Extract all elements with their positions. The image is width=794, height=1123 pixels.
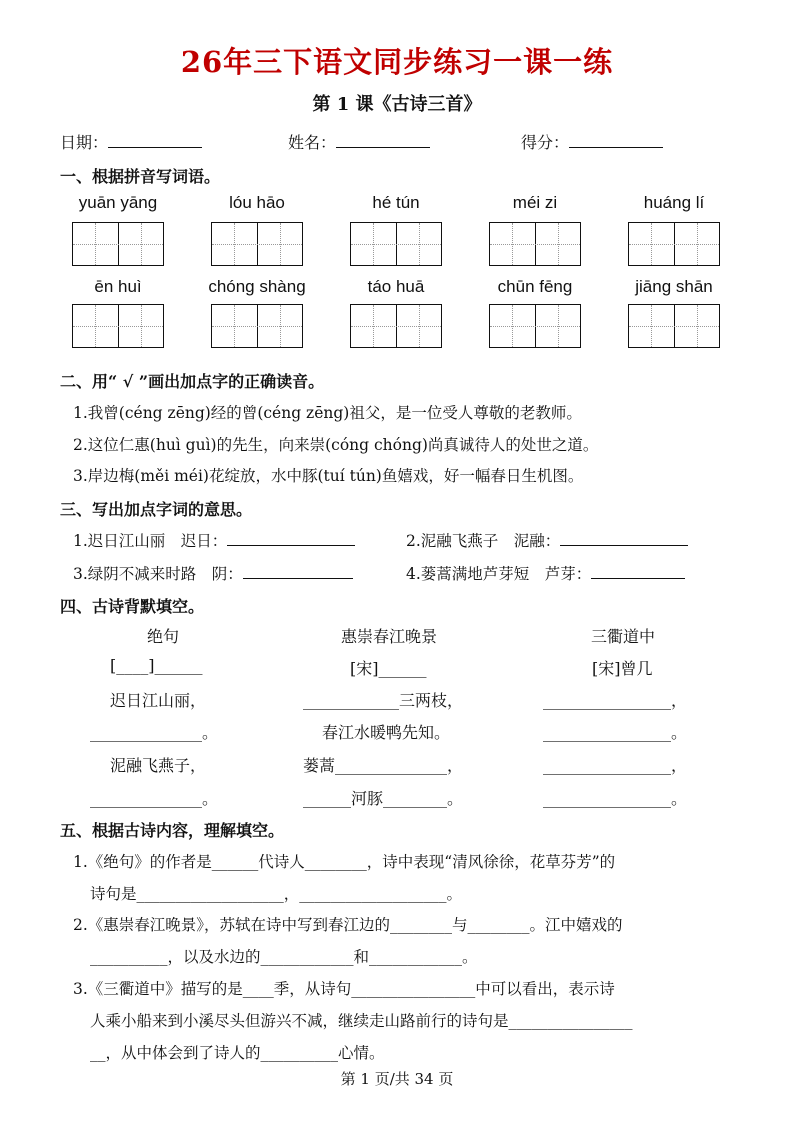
meaning-item-4 [406, 562, 685, 584]
poem-blank-line[interactable]: ________________。 [543, 789, 688, 808]
pinyin-label: yuān yāng [78, 193, 158, 212]
poem-title: 惠崇春江晚景 [341, 627, 438, 646]
meaning-item-3 [73, 562, 353, 584]
section3-heading: 三、写出加点字词的意思。 [60, 500, 253, 519]
worksheet-title: 26年三下语文同步练习一课一练 [180, 45, 614, 79]
meaning-question: 2.泥融飞燕子 泥融： [406, 532, 561, 550]
lesson-subtitle: 第 1 课《古诗三首》 [312, 94, 482, 115]
writing-grid[interactable] [350, 304, 442, 348]
poem-title: 三衢道中 [591, 627, 656, 646]
answer-blank[interactable] [243, 564, 353, 579]
poem-author: [宋]曾几 [592, 659, 653, 678]
writing-grid[interactable] [72, 222, 164, 266]
pinyin-label: ēn huì [94, 277, 142, 296]
poem-author[interactable]: [____]______ [110, 656, 203, 675]
poem-author[interactable]: [宋]______ [350, 659, 427, 678]
poem-blank-line[interactable]: ______________。 [90, 723, 219, 742]
score-blank[interactable] [569, 133, 663, 148]
comprehension-item-2[interactable]: 2.《惠崇春江晚景》，苏轼在诗中写到春江边的________与________。江中嬉戏的 [73, 916, 623, 934]
date-label: 日期： [60, 133, 109, 152]
comprehension-item-1-cont[interactable]: 诗句是___________________，___________________。 [90, 885, 463, 903]
meaning-item-1 [73, 529, 355, 551]
writing-grid[interactable] [72, 304, 164, 348]
comprehension-item-1[interactable]: 1.《绝句》的作者是______代诗人________，诗中表现“清风徐徐，花草芬芳”的 [73, 853, 616, 871]
name-label: 姓名： [288, 133, 337, 152]
poem-title: 绝句 [147, 627, 180, 646]
pronunciation-item-1[interactable]: 1.我曾(céng zēng)经的曾(céng zēng)祖父，是一位受人尊敬的老教师。 [73, 404, 582, 422]
score-label: 得分： [521, 133, 570, 152]
pinyin-label: táo huā [367, 277, 425, 296]
writing-grid[interactable] [350, 222, 442, 266]
answer-blank[interactable] [591, 564, 685, 579]
poem-line: 春江水暖鸭先知。 [322, 723, 451, 742]
section1-heading: 一、根据拼音写词语。 [60, 167, 221, 186]
poem-blank-line[interactable]: ________________， [543, 756, 688, 775]
meaning-question: 1.迟日江山丽 迟日： [73, 532, 228, 550]
meaning-item-2 [406, 529, 688, 551]
poem-blank-line[interactable]: ______________。 [90, 789, 219, 808]
writing-grid[interactable] [211, 222, 303, 266]
section5-heading: 五、根据古诗内容，理解填空。 [60, 821, 285, 840]
writing-grid[interactable] [628, 222, 720, 266]
pronunciation-item-3[interactable]: 3.岸边梅(měi méi)花绽放，水中豚(tuí tún)鱼嬉戏，好一幅春日生机图。 [73, 467, 584, 485]
comprehension-item-3-cont[interactable]: 人乘小船来到小溪尽头但游兴不减，继续走山路前行的诗句是________________ [90, 1012, 633, 1030]
date-blank[interactable] [108, 133, 202, 148]
pinyin-label: hé tún [372, 193, 420, 212]
score-field[interactable] [521, 130, 663, 153]
writing-grid[interactable] [211, 304, 303, 348]
pinyin-label: jiāng shān [635, 277, 713, 296]
meaning-question: 3.绿阴不减来时路 阴： [73, 565, 243, 583]
pinyin-label: lóu hāo [229, 193, 285, 212]
writing-grid[interactable] [489, 304, 581, 348]
writing-grid[interactable] [628, 304, 720, 348]
pinyin-label: méi zi [512, 193, 558, 212]
poem-blank-line[interactable]: ____________三两枝， [303, 691, 464, 710]
section4-heading: 四、古诗背默填空。 [60, 597, 205, 616]
comprehension-item-2-cont[interactable]: __________，以及水边的____________和____________。 [90, 948, 478, 966]
poem-line: 泥融飞燕子， [110, 756, 207, 775]
name-blank[interactable] [336, 133, 430, 148]
writing-grid[interactable] [489, 222, 581, 266]
pinyin-label: huáng lí [643, 193, 705, 212]
poem-blank-line[interactable]: ________________， [543, 691, 688, 710]
date-field[interactable] [60, 130, 202, 153]
poem-line: 迟日江山丽， [110, 691, 207, 710]
pinyin-label: chūn fēng [497, 277, 573, 296]
poem-blank-line[interactable]: ______河豚________。 [303, 789, 464, 808]
pronunciation-item-2[interactable]: 2.这位仁惠(huì guì)的先生，向来崇(cóng chóng)尚真诚待人的处世之道。 [73, 436, 599, 454]
pinyin-label: chóng shàng [208, 277, 306, 296]
meaning-question: 4.蒌蒿满地芦芽短 芦芽： [406, 565, 592, 583]
page-number: 第 1 页/共 34 页 [340, 1070, 454, 1088]
answer-blank[interactable] [227, 531, 355, 546]
comprehension-item-3[interactable]: 3.《三衢道中》描写的是____季，从诗句________________中可以看出，表示诗 [73, 980, 615, 998]
comprehension-item-3-cont2[interactable]: __，从中体会到了诗人的__________心情。 [90, 1044, 385, 1062]
section2-heading: 二、用“ √ ”画出加点字的正确读音。 [60, 372, 325, 391]
name-field[interactable] [288, 130, 430, 153]
poem-blank-line[interactable]: ________________。 [543, 723, 688, 742]
poem-blank-line[interactable]: 蒌蒿______________， [303, 756, 464, 775]
answer-blank[interactable] [560, 531, 688, 546]
